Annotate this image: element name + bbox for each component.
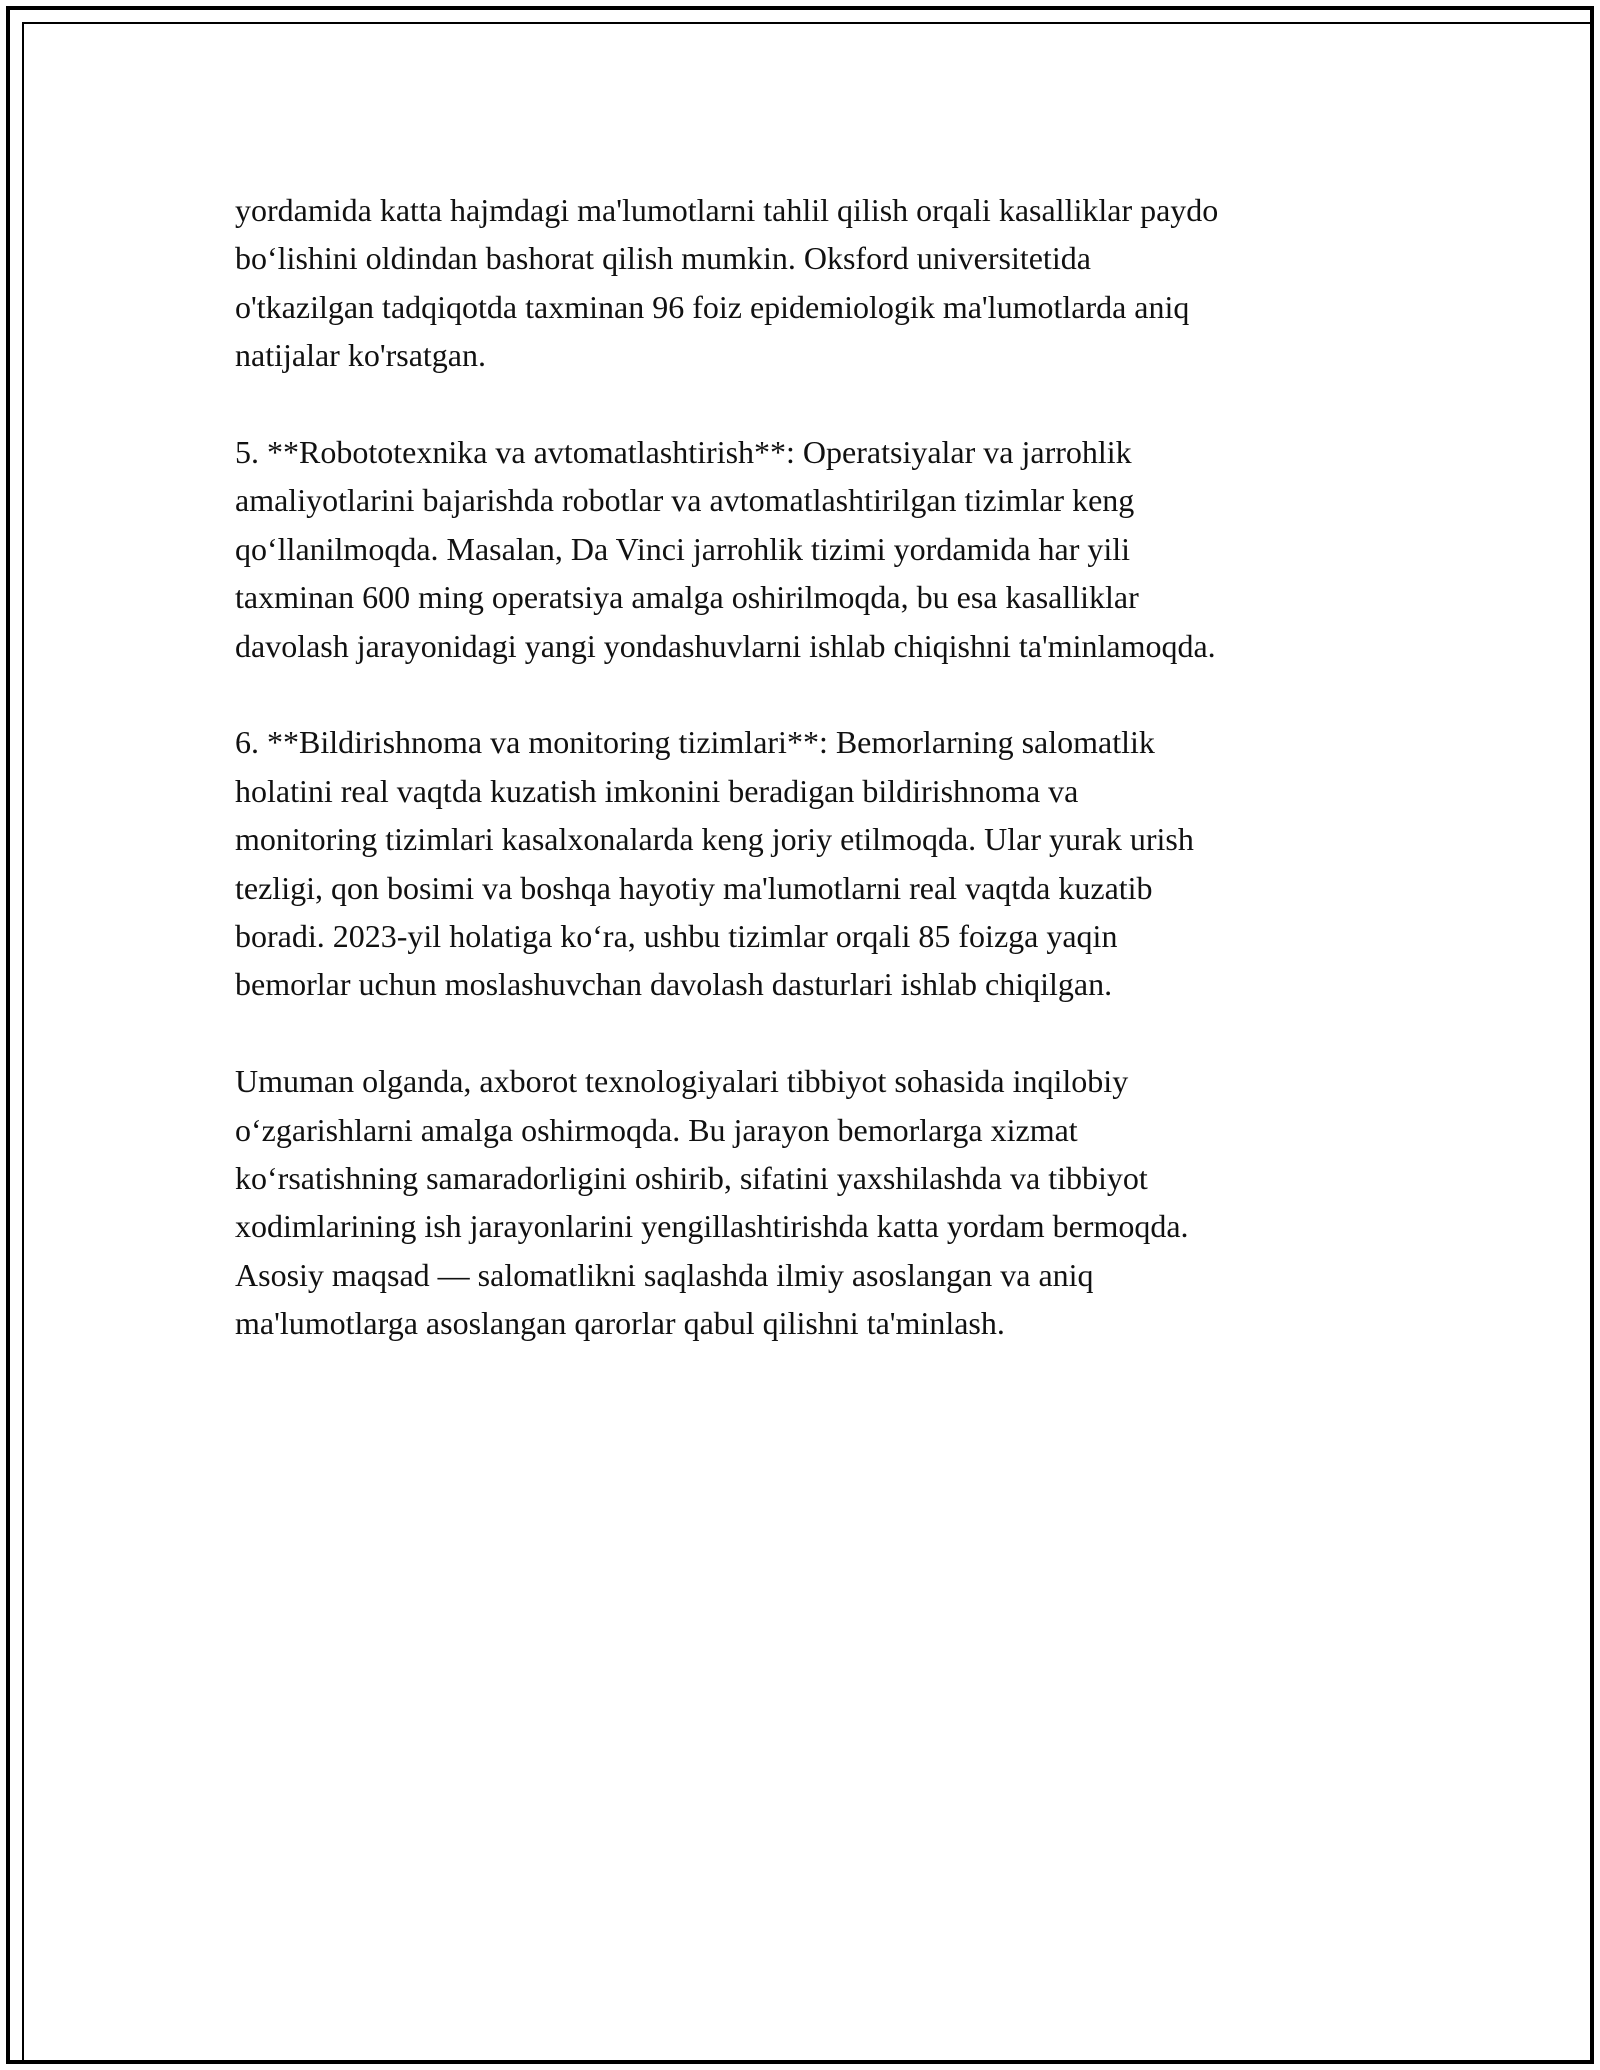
text-line: o'tkazilgan tadqiqotda taxminan 96 foiz epidemiologik ma'lumotlarda aniq [235,288,1190,325]
text-line: amaliyotlarini bajarishda robotlar va avtomatlashtirilgan tizimlar keng [235,482,1135,519]
text-line: 6. **Bildirishnoma va monitoring tizimlari**: Bemorlarning salomatlik [235,724,1155,761]
text-line: ma'lumotlarga asoslangan qarorlar qabul qilishni ta'minlash. [235,1305,1005,1342]
text-line: boradi. 2023-yil holatiga koʻra, ushbu tizimlar orqali 85 foizga yaqin [235,918,1118,955]
text-line: tezligi, qon bosimi va boshqa hayotiy ma'lumotlarni real vaqtda kuzatib [235,869,1153,906]
text-line: xodimlarining ish jarayonlarini yengillashtirishda katta yordam bermoqda. [235,1208,1189,1245]
paragraph-intro-continuation [235,186,1385,380]
text-line: bemorlar uchun moslashuvchan davolash dasturlari ishlab chiqilgan. [235,966,1113,1003]
text-line: davolash jarayonidagi yangi yondashuvlarni ishlab chiqishni ta'minlamoqda. [235,627,1216,664]
text-line: koʻrsatishning samaradorligini oshirib, sifatini yaxshilashda va tibbiyot [235,1160,1148,1197]
text-line: 5. **Robototexnika va avtomatlashtirish**: Operatsiyalar va jarrohlik [235,434,1132,471]
paragraph-monitoring [235,718,1385,1008]
text-line: Asosiy maqsad — salomatlikni saqlashda ilmiy asoslangan va aniq [235,1256,1094,1293]
text-line: yordamida katta hajmdagi ma'lumotlarni tahlil qilish orqali kasalliklar paydo [235,192,1219,228]
document-body [235,186,1385,1396]
text-line: qoʻllanilmoqda. Masalan, Da Vinci jarrohlik tizimi yordamida har yili [235,530,1131,567]
text-line: monitoring tizimlari kasalxonalarda keng joriy etilmoqda. Ular yurak urish [235,821,1194,858]
text-line: taxminan 600 ming operatsiya amalga oshirilmoqda, bu esa kasalliklar [235,579,1139,616]
text-line: holatini real vaqtda kuzatish imkonini beradigan bildirishnoma va [235,772,1079,809]
text-line: natijalar ko'rsatgan. [235,337,486,374]
paragraph-robotics [235,428,1385,670]
text-line: oʻzgarishlarni amalga oshirmoqda. Bu jarayon bemorlarga xizmat [235,1111,1078,1148]
text-line: Umuman olganda, axborot texnologiyalari tibbiyot sohasida inqilobiy [235,1063,1129,1100]
paragraph-conclusion [235,1057,1385,1347]
text-line: boʻlishini oldindan bashorat qilish mumkin. Oksford universitetida [235,240,1091,277]
